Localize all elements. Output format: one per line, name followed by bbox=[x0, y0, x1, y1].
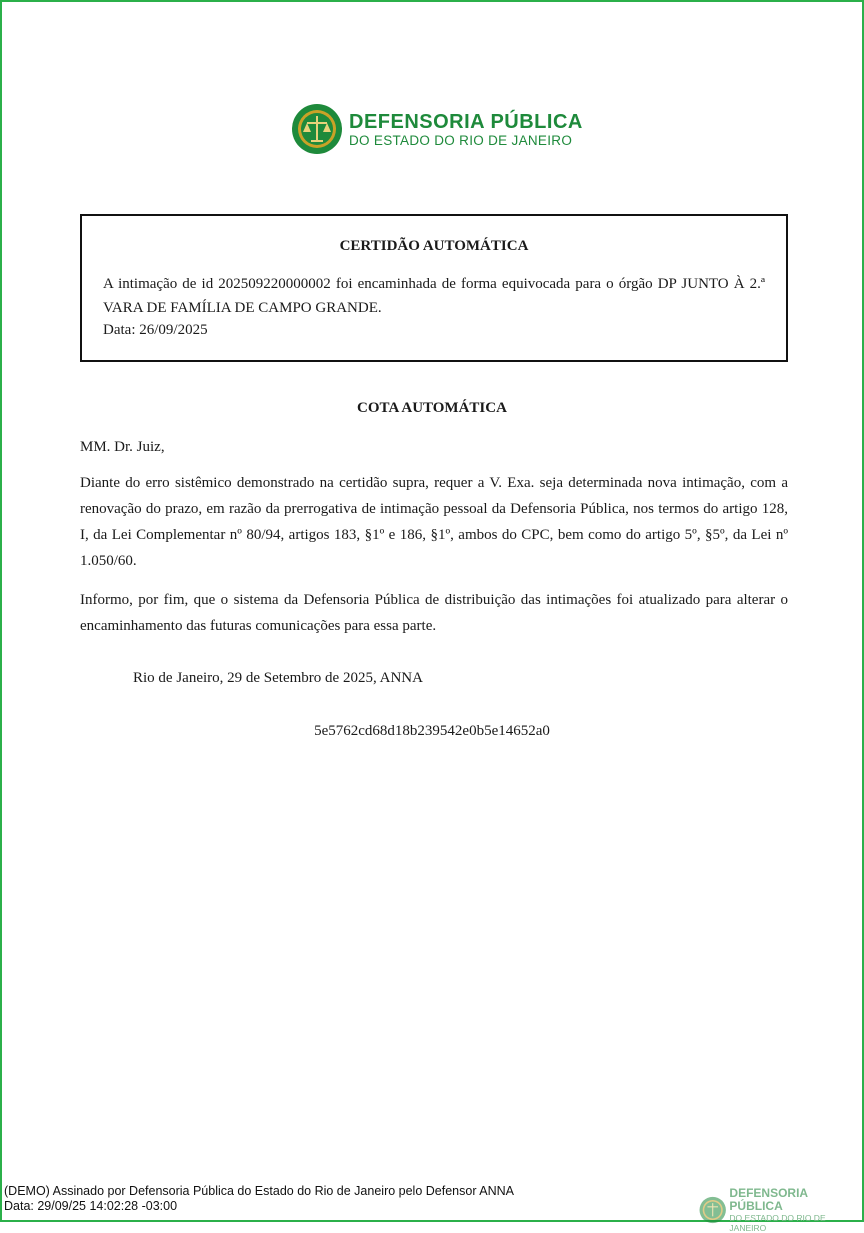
signature-date: Data: 29/09/25 14:02:28 -03:00 bbox=[4, 1199, 178, 1213]
header-logo bbox=[291, 103, 583, 155]
footer-logo-title: DEFENSORIA PÚBLICA bbox=[729, 1186, 808, 1213]
logo-subtitle: DO ESTADO DO RIO DE JANEIRO bbox=[349, 132, 573, 148]
logo-title: DEFENSORIA PÚBLICA bbox=[349, 110, 583, 133]
certidao-title: CERTIDÃO AUTOMÁTICA bbox=[339, 238, 529, 254]
greeting: MM. Dr. Juiz, bbox=[80, 439, 165, 455]
certidao-text: A intimação de id 202509220000002 foi encaminhada de forma equivocada para o órgão DP JUNTO À 2.ª VARA DE FAMÍLIA DE CAMPO GRANDE. bbox=[103, 276, 765, 316]
signature-line: (DEMO) Assinado por Defensoria Pública do Estado do Rio de Janeiro pelo Defensor ANNA bbox=[4, 1184, 514, 1198]
footer-emblem-icon bbox=[699, 1196, 726, 1224]
paragraph-request: Diante do erro sistêmico demonstrado na certidão supra, requer a V. Exa. seja determinada nova intimação, com a renovação do prazo, em razão da prerrogativa de intimação pessoal da Defensoria Pública, nos termos do artigo 128, I, da Lei Complementar nº 80/94, artigos 183, §1º e 186, §1º, ambos do CPC, bem como do artigo 5º, §5º, da Lei nº 1.050/60. bbox=[80, 475, 788, 569]
certidao-box bbox=[80, 214, 788, 362]
certidao-date: Data: 26/09/2025 bbox=[103, 322, 208, 338]
document-hash: 5e5762cd68d18b239542e0b5e14652a0 bbox=[314, 723, 550, 739]
footer-logo-subtitle: DO ESTADO DO RIO DE JANEIRO bbox=[729, 1213, 826, 1233]
place-date: Rio de Janeiro, 29 de Setembro de 2025, ANNA bbox=[133, 670, 423, 686]
signature-footer bbox=[4, 1184, 514, 1214]
paragraph-information: Informo, por fim, que o sistema da Defensoria Pública de distribuição das intimações foi atualizado para alterar o encaminhamento das futuras comunicações para essa parte. bbox=[80, 592, 788, 634]
cota-title: COTA AUTOMÁTICA bbox=[357, 400, 507, 416]
footer-logo bbox=[699, 1187, 862, 1233]
defensoria-emblem-icon bbox=[291, 103, 343, 155]
